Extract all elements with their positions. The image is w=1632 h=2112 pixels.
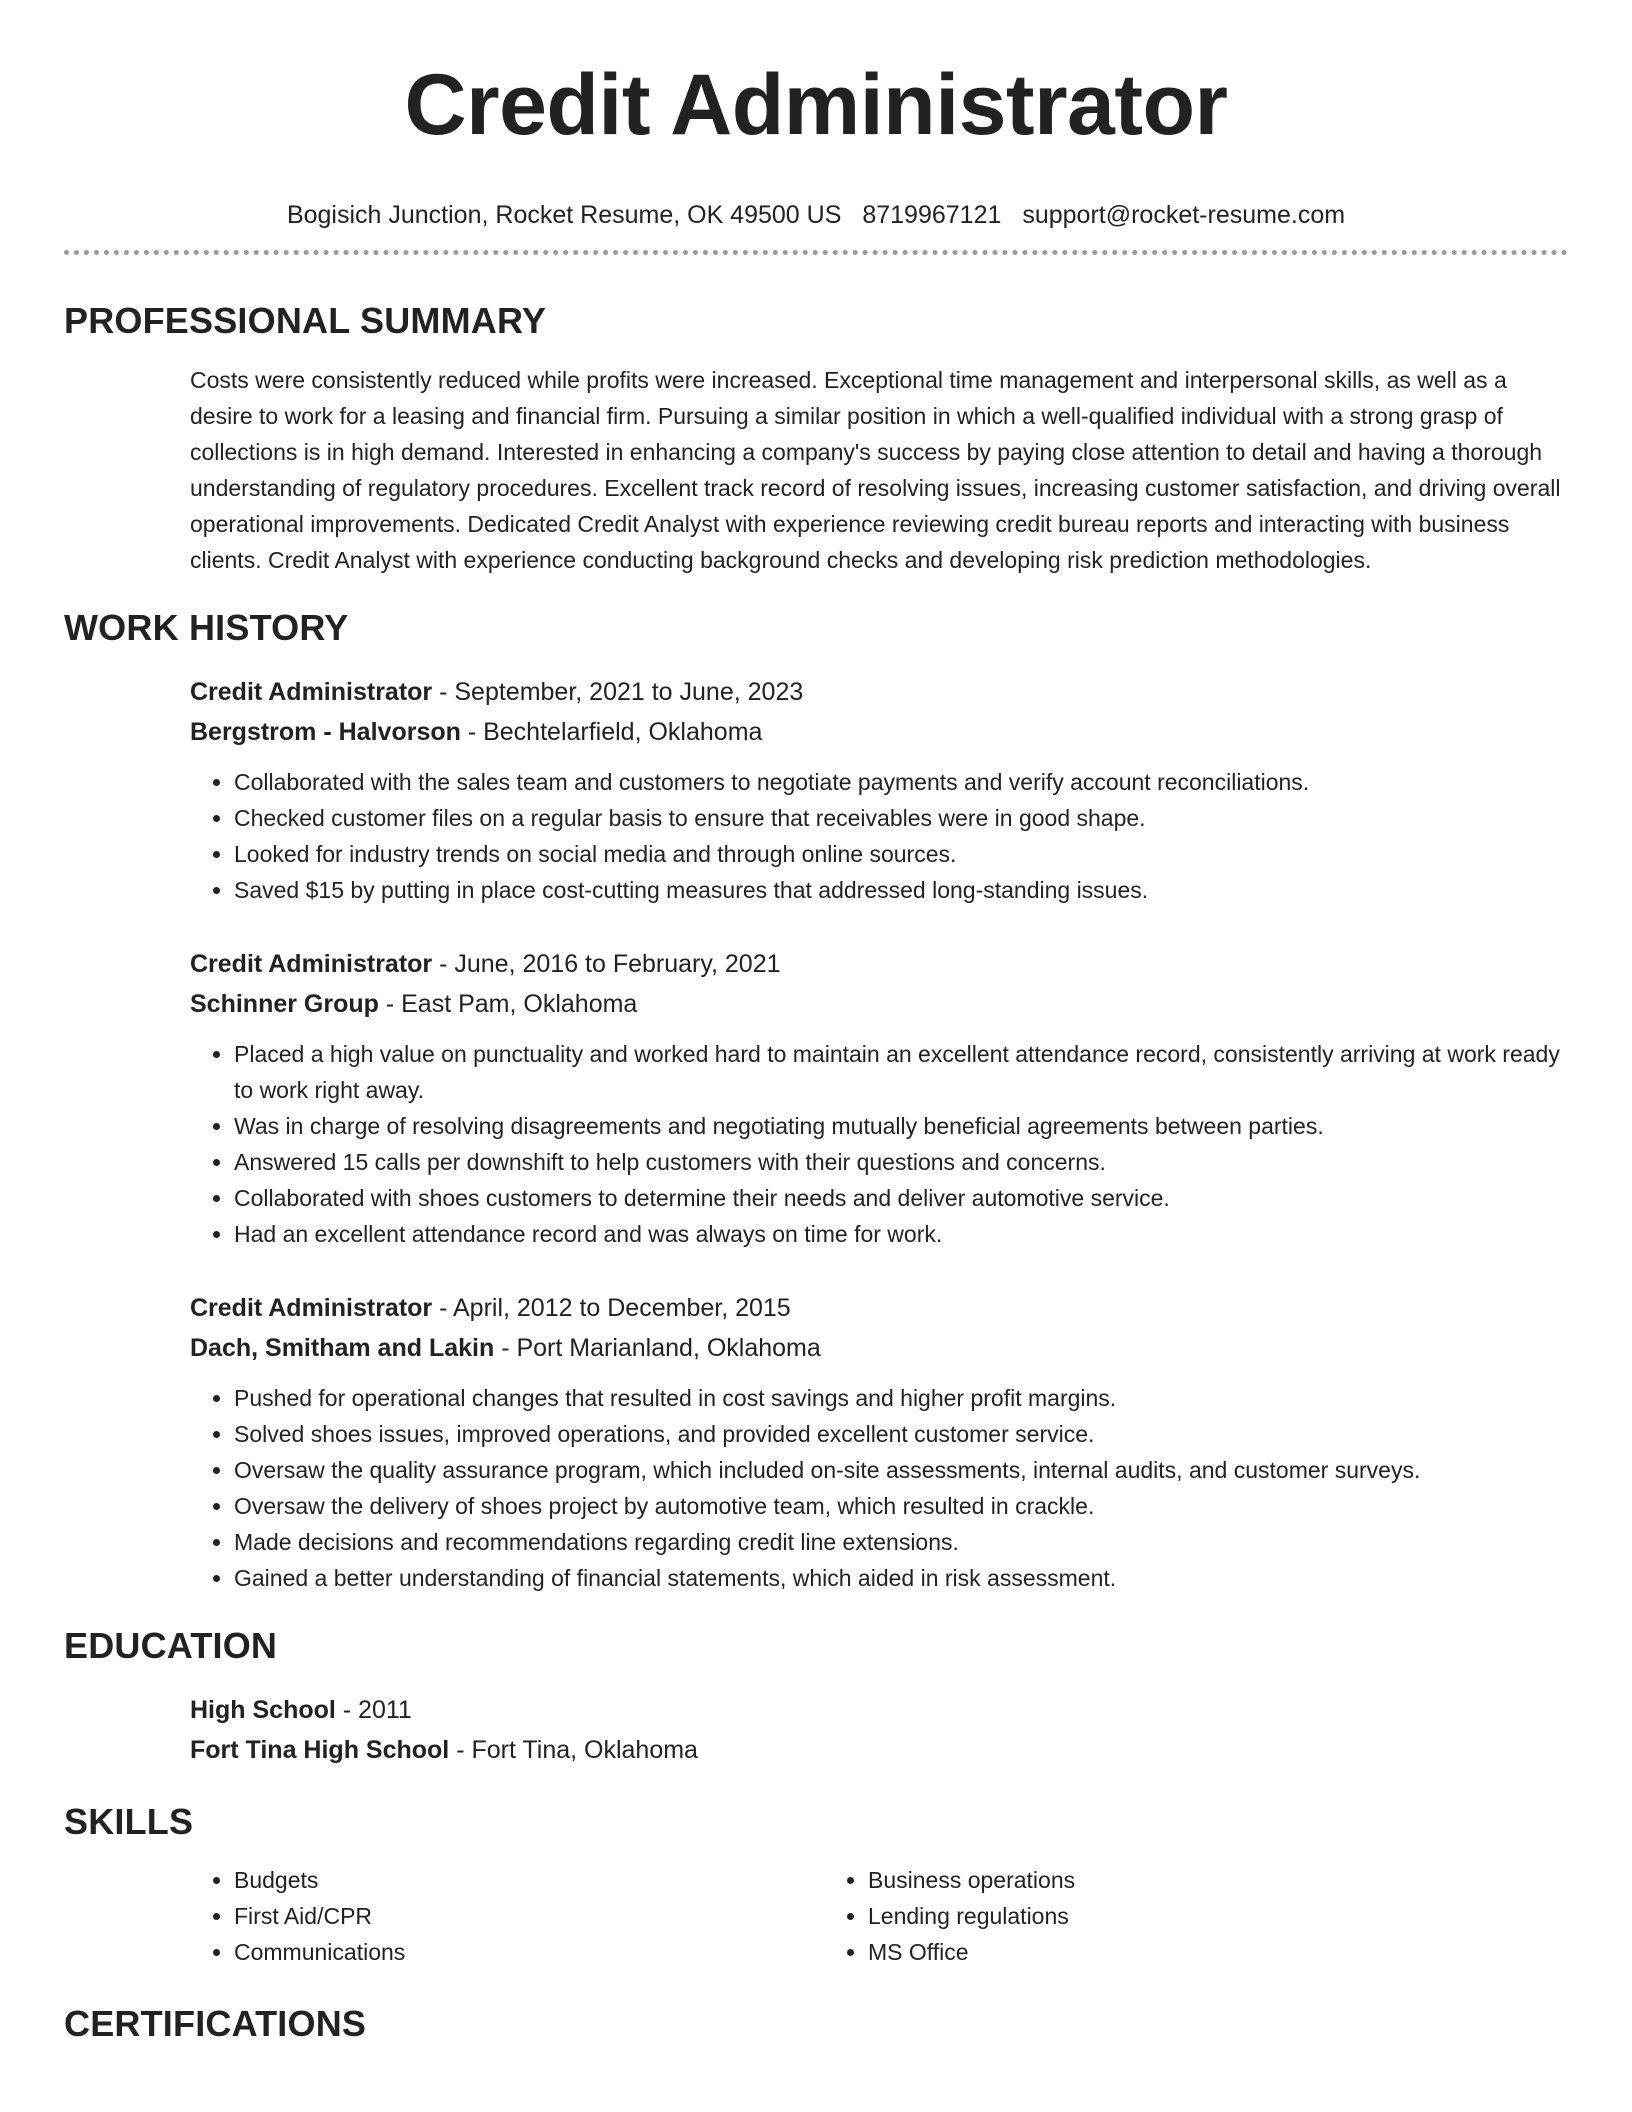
job-title-line — [190, 672, 1568, 712]
education-year: - 2011 — [335, 1696, 412, 1724]
list-item: • Pushed for operational changes that resulted in cost savings and higher profit margins. — [234, 1380, 1568, 1416]
job-company: Bergstrom - Halvorson — [190, 718, 461, 746]
job-role: Credit Administrator — [190, 950, 433, 978]
work-history-list — [190, 672, 1568, 1596]
job-entry — [190, 944, 1568, 1252]
list-item: • Placed a high value on punctuality and worked hard to maintain an excellent attendance record, consistently arriving at work ready to work right away. — [234, 1036, 1568, 1108]
skill-item: • Communications — [234, 1934, 824, 1970]
list-item: • Was in charge of resolving disagreements and negotiating mutually beneficial agreements between parties. — [234, 1108, 1568, 1144]
skill-item: • First Aid/CPR — [234, 1898, 824, 1934]
job-entry — [190, 1288, 1568, 1596]
job-company-line — [190, 712, 1568, 752]
skill-item: • MS Office — [868, 1934, 1458, 1970]
job-company-line — [190, 1328, 1568, 1368]
list-item: • Collaborated with the sales team and customers to negotiate payments and verify account reconciliations. — [234, 764, 1568, 800]
contact-line — [64, 198, 1568, 232]
list-item: • Answered 15 calls per downshift to help customers with their questions and concerns. — [234, 1144, 1568, 1180]
job-dates: - April, 2012 to December, 2015 — [432, 1294, 791, 1322]
contact-email: support@rocket-resume.com — [1022, 201, 1346, 229]
job-title-line — [190, 1288, 1568, 1328]
job-company: Dach, Smitham and Lakin — [190, 1334, 495, 1362]
education-heading: EDUCATION — [64, 1625, 278, 1666]
list-item: • Saved $15 by putting in place cost-cutting measures that addressed long-standing issues. — [234, 872, 1568, 908]
list-item: • Looked for industry trends on social media and through online sources. — [234, 836, 1568, 872]
list-item: • Checked customer files on a regular basis to ensure that receivables were in good shape. — [234, 800, 1568, 836]
education-degree-line — [190, 1690, 1568, 1730]
job-bullets — [190, 764, 1568, 908]
job-location: - Port Marianland, Oklahoma — [494, 1334, 821, 1362]
job-bullets — [190, 1036, 1568, 1252]
job-company: Schinner Group — [190, 990, 379, 1018]
job-entry — [190, 672, 1568, 908]
list-item: • Collaborated with shoes customers to determine their needs and deliver automotive service. — [234, 1180, 1568, 1216]
job-company-line — [190, 984, 1568, 1024]
job-location: - East Pam, Oklahoma — [378, 990, 638, 1018]
skill-item: • Business operations — [868, 1862, 1458, 1898]
job-dates: - June, 2016 to February, 2021 — [432, 950, 781, 978]
education-degree: High School — [190, 1696, 336, 1724]
list-item: • Made decisions and recommendations regarding credit line extensions. — [234, 1524, 1568, 1560]
summary-text: Costs were consistently reduced while profits were increased. Exceptional time management and interpersonal skills, as well as a desire to work for a leasing and financial firm. Pursuing a similar position in which a well-qualified individual with a strong grasp of collections is in high demand. Interested in enhancing a company's success by paying close attention to detail and having a thorough understanding of regulatory procedures. Excellent track record of resolving issues, increasing customer satisfaction, and driving overall operational improvements. Dedicated Credit Analyst with experience reviewing credit bureau reports and interacting with business clients. Credit Analyst with experience conducting background checks and developing risk prediction methodologies. — [190, 367, 1561, 573]
job-dates: - September, 2021 to June, 2023 — [432, 678, 804, 706]
job-location: - Bechtelarfield, Oklahoma — [460, 718, 763, 746]
skills-column-left — [190, 1862, 824, 1970]
job-role: Credit Administrator — [190, 1294, 433, 1322]
education-entry — [190, 1690, 1568, 1770]
skill-item: • Budgets — [234, 1862, 824, 1898]
skill-item: • Lending regulations — [868, 1898, 1458, 1934]
education-location: - Fort Tina, Oklahoma — [449, 1736, 698, 1764]
list-item: • Gained a better understanding of financial statements, which aided in risk assessment. — [234, 1560, 1568, 1596]
contact-address: Bogisich Junction, Rocket Resume, OK 49500 US — [286, 201, 842, 229]
skills-column-right — [824, 1862, 1458, 1970]
job-bullets — [190, 1380, 1568, 1596]
header-divider — [64, 250, 1568, 255]
list-item: • Oversaw the delivery of shoes project by automotive team, which resulted in crackle. — [234, 1488, 1568, 1524]
list-item: • Oversaw the quality assurance program, which included on-site assessments, internal audits, and customer surveys. — [234, 1452, 1568, 1488]
job-role: Credit Administrator — [190, 678, 433, 706]
skills-grid — [190, 1862, 1568, 1970]
summary-heading: PROFESSIONAL SUMMARY — [64, 300, 547, 341]
contact-phone: 8719967121 — [862, 201, 1002, 229]
work-history-heading: WORK HISTORY — [64, 607, 349, 648]
list-item: • Solved shoes issues, improved operations, and provided excellent customer service. — [234, 1416, 1568, 1452]
skills-heading: SKILLS — [64, 1801, 194, 1842]
job-title-line — [190, 944, 1568, 984]
education-school-line — [190, 1730, 1568, 1770]
certifications-heading: CERTIFICATIONS — [64, 2003, 367, 2044]
resume-name: Credit Administrator — [404, 57, 1228, 153]
education-school: Fort Tina High School — [190, 1736, 450, 1764]
list-item: • Had an excellent attendance record and was always on time for work. — [234, 1216, 1568, 1252]
